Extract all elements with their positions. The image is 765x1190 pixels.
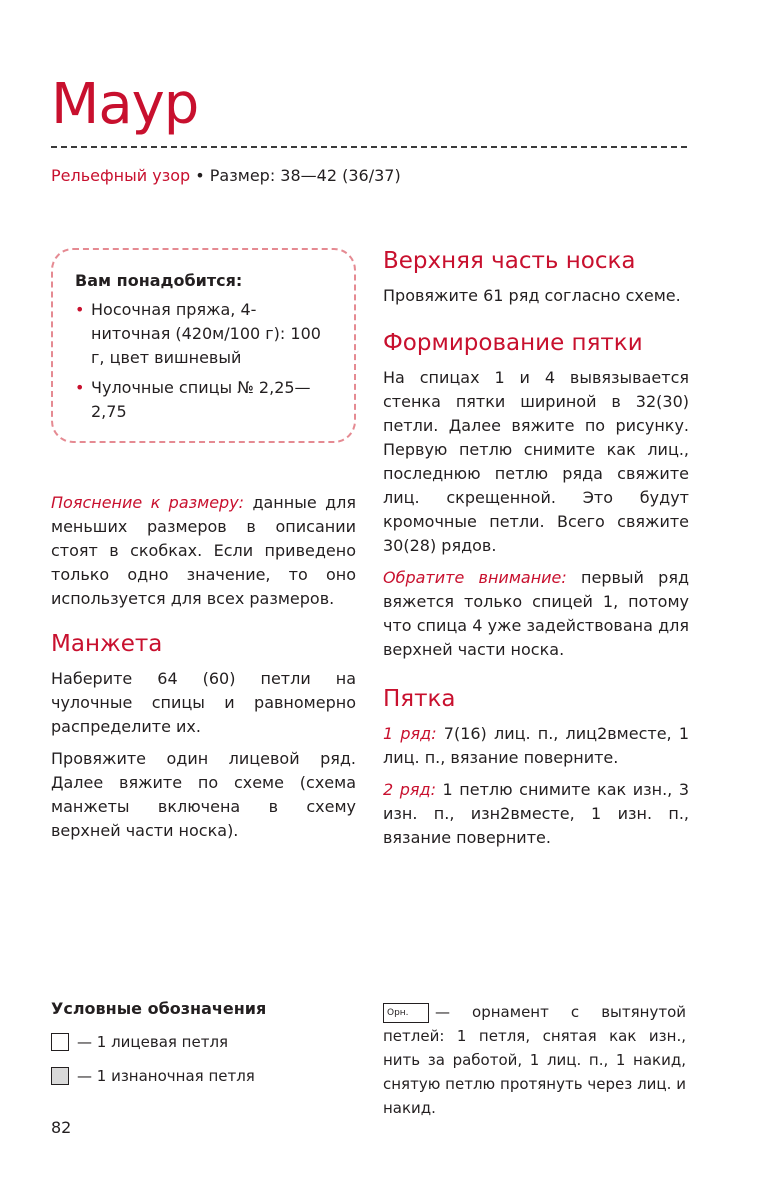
legend-purl-row (51, 1064, 351, 1088)
heel-shaping-heading: Формирование пятки (383, 330, 643, 356)
page-number: 82 (51, 1118, 72, 1137)
size-note-text: данные для меньших размеров в описании стоят в скобках. Если приведено только одно значение, то оно используется для всех размеров. (51, 493, 356, 608)
note-text: первый ряд вяжется только спицей 1, потому что спица 4 уже задействована для верхней части носка. (383, 568, 690, 659)
bullet-icon: • (75, 378, 85, 397)
heel-row-2 (383, 778, 689, 850)
heel-shaping-paragraph: На спицах 1 и 4 вывязывается стенка пятки шириной в 32(30) петли. Далее вяжите по рисунку. Первую петлю снимите как лиц., последнюю петлю ряда свяжите лиц. скрещенной. Это будут кромочные петли. Всего свяжите 30(28) рядов. (383, 368, 689, 555)
row-1-text: 7(16) лиц. п., лиц2вместе, 1 лиц. п., вязание поверните. (383, 724, 690, 767)
size-info: Размер: 38—42 (36/37) (209, 166, 401, 185)
size-note-label: Пояснение к размеру: (51, 493, 245, 512)
heel-row-1 (383, 722, 689, 770)
purl-symbol-icon (51, 1067, 69, 1085)
row-2-label: 2 ряд: (383, 780, 436, 799)
heel-heading: Пятка (383, 686, 456, 712)
page-title: Маур (51, 72, 199, 137)
knit-legend-text: — 1 лицевая петля (77, 1033, 229, 1051)
cuff-paragraph-2: Провяжите один лицевой ряд. Далее вяжите по схеме (схема манжеты включена в схему верхней части носка). (51, 749, 356, 840)
right-column (383, 246, 689, 858)
materials-title: Вам понадобится: (75, 271, 243, 290)
bullet-icon: • (75, 300, 85, 319)
size-note (51, 491, 356, 611)
ornament-legend-text: — орнамент с вытянутой петлей: 1 петля, снятая как изн., нить за работой, 1 лиц. п., 1 накид, снятую петлю протянуть через лиц. и накид. (383, 1003, 686, 1117)
upper-paragraph: Провяжите 61 ряд согласно схеме. (383, 286, 681, 305)
subtitle-line (51, 165, 401, 187)
ornament-legend (383, 1000, 686, 1120)
upper-heading: Верхняя часть носка (383, 248, 636, 274)
pattern-name: Рельефный узор (51, 166, 191, 185)
legend-knit-row (51, 1030, 351, 1054)
left-column (51, 248, 356, 851)
materials-box (51, 248, 356, 443)
materials-item (75, 376, 332, 424)
row-2-text: 1 петлю снимите как изн., 3 изн. п., изн2вместе, 1 изн. п., вязание поверните. (383, 780, 690, 847)
legend (51, 998, 351, 1098)
dashed-divider (51, 146, 687, 148)
legend-title: Условные обозначения (51, 999, 267, 1018)
materials-item-text: Носочная пряжа, 4-ниточная (420м/100 г): 100 г, цвет вишневый (91, 300, 321, 367)
heel-shaping-note (383, 566, 689, 662)
materials-item (75, 298, 332, 370)
row-1-label: 1 ряд: (383, 724, 437, 743)
knit-symbol-icon (51, 1033, 69, 1051)
note-label: Обратите внимание: (383, 568, 567, 587)
materials-item-text: Чулочные спицы № 2,25—2,75 (91, 378, 311, 421)
materials-list (75, 298, 332, 424)
purl-legend-text: — 1 изнаночная петля (77, 1067, 255, 1085)
cuff-paragraph-1: Наберите 64 (60) петли на чулочные спицы и равномерно распределите их. (51, 669, 356, 736)
cuff-heading: Манжета (51, 631, 163, 657)
subtitle-separator: • (190, 166, 210, 185)
ornament-symbol-icon: Орн. (383, 1003, 429, 1023)
